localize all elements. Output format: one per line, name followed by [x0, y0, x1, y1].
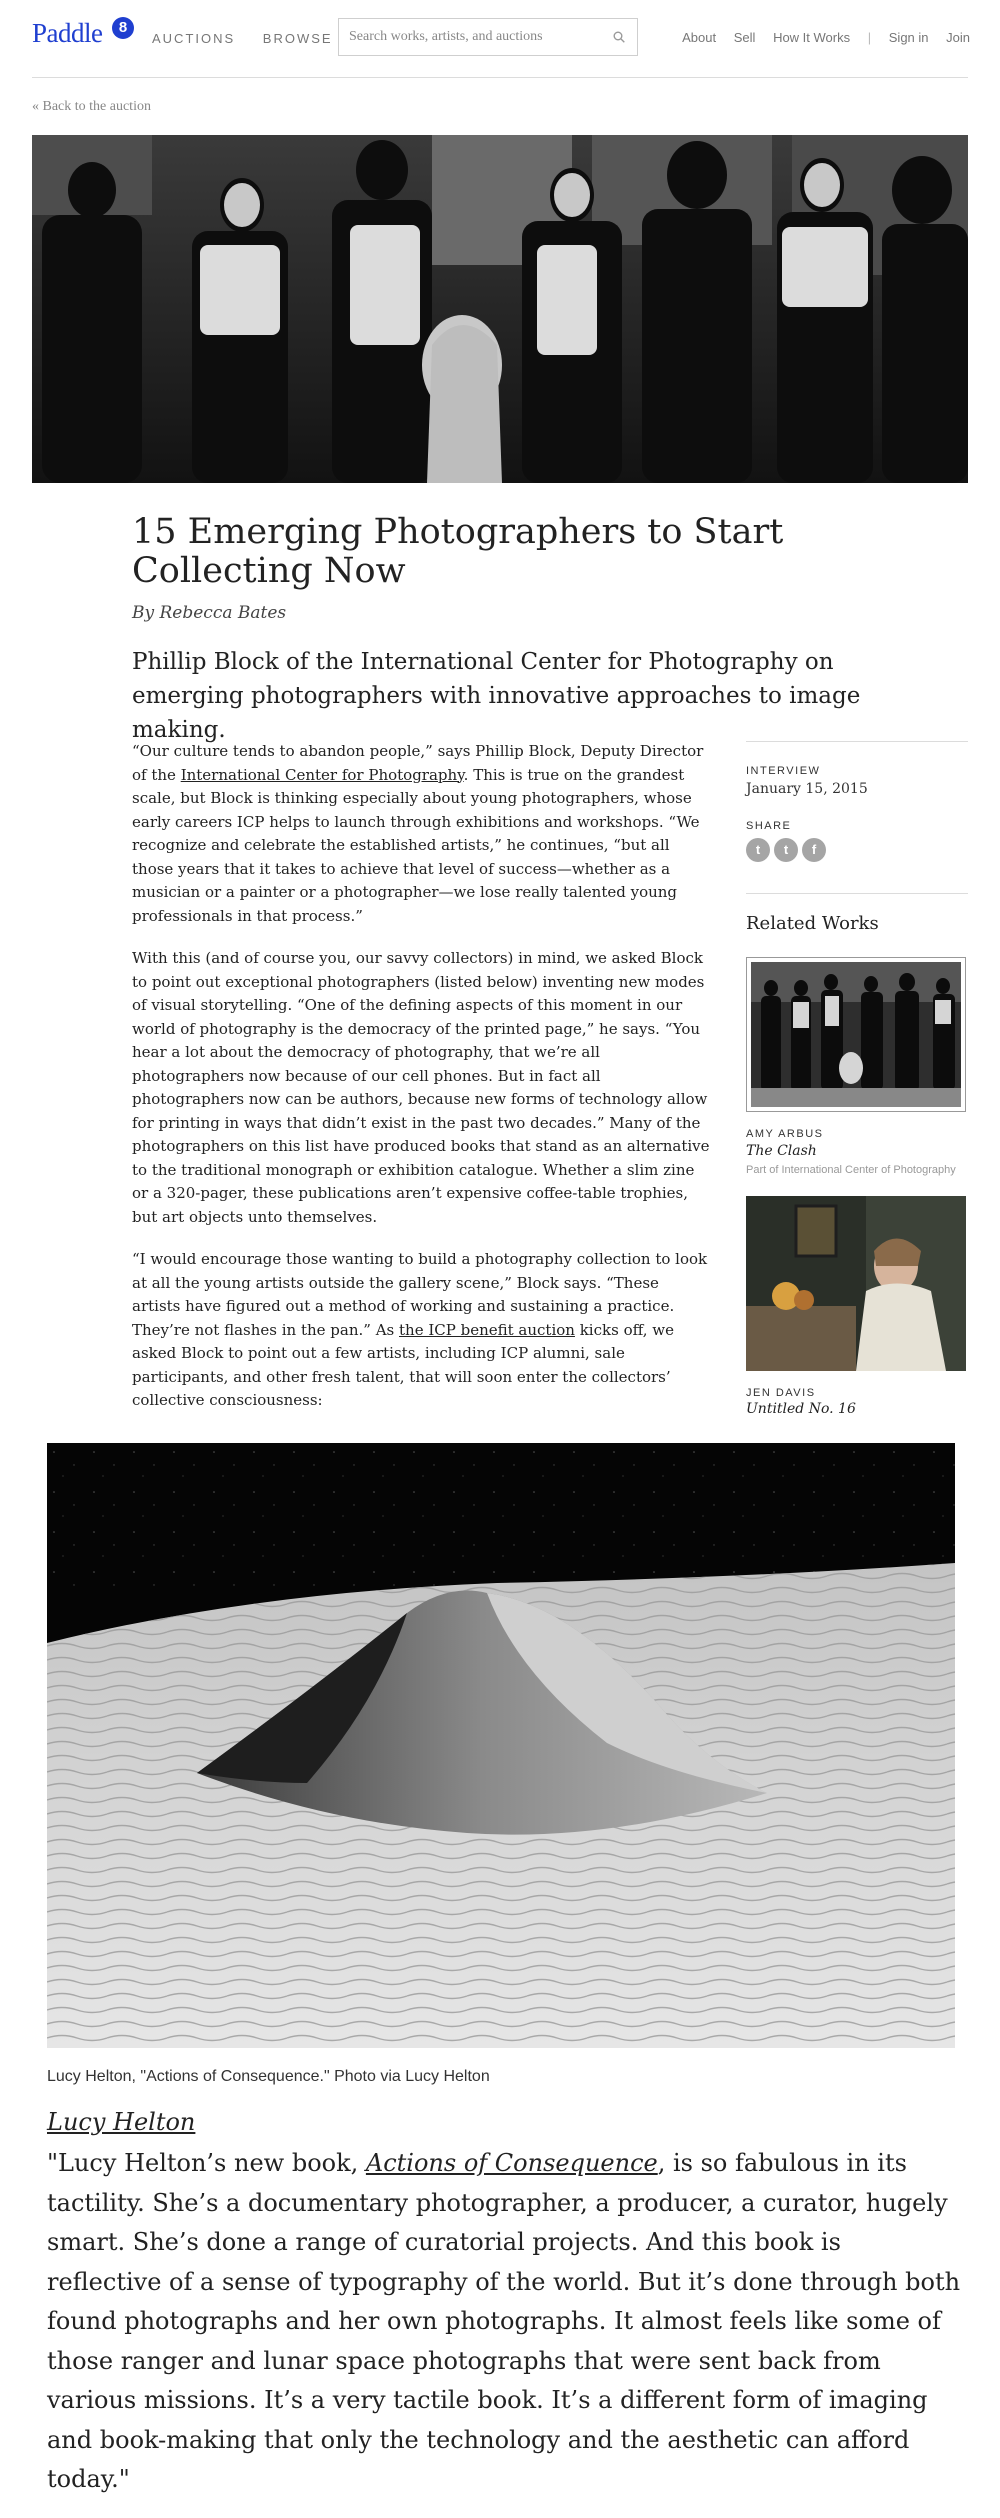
related-work-image[interactable] — [746, 1196, 966, 1371]
hero-image — [32, 135, 968, 483]
sidebar-divider — [746, 893, 968, 894]
article-type-label: INTERVIEW — [746, 765, 821, 777]
nav-how-it-works[interactable]: How It Works — [773, 30, 851, 45]
facebook-icon[interactable]: f — [802, 838, 826, 862]
nav-join[interactable]: Join — [946, 30, 970, 45]
search-icon[interactable] — [613, 31, 625, 43]
nav-auctions[interactable]: AUCTIONS — [152, 31, 236, 46]
share-label: SHARE — [746, 820, 792, 832]
body-paragraph — [132, 740, 712, 928]
paragraph-text: “I would encourage those wanting to build a photography collection to look at all the young artists outside the gallery scene,” Block says. “These artists have figured out a method of working and sustaining a practice. They’re not flashes in the pan.” As — [132, 1250, 708, 1339]
related-work-title[interactable]: Untitled No. 16 — [746, 1401, 856, 1417]
nav-sell[interactable]: Sell — [733, 30, 756, 45]
back-to-auction-link[interactable]: « Back to the auction — [32, 99, 151, 114]
nav-sign-in[interactable]: Sign in — [888, 30, 929, 45]
quote-text: "Lucy Helton’s new book, — [47, 2149, 366, 2177]
article-title: 15 Emerging Photographers to Start Collecting Now — [132, 512, 784, 591]
related-work-artist[interactable]: AMY ARBUS — [746, 1128, 824, 1140]
article-dek: Phillip Block of the International Center for Photography on emerging photographers with innovative approaches to image making. — [132, 649, 861, 743]
artist-quote — [47, 2144, 962, 2500]
site-header — [0, 0, 1000, 78]
related-work-image[interactable] — [746, 957, 966, 1112]
body-paragraph: With this (and of course you, our savvy collectors) in mind, we asked Block to point out exceptional photographers (listed below) inventing new modes of visual storytelling. “One of the defining aspects of this moment in our world of photography is the democracy of the printed page,” he says. “You hear a lot about the democracy of photography, that we’re all photographers now because of our cell phones. But in fact all photographers now can be authors, because new forms of technology allow for printing in ways that didn’t exist in the past two decades.” Many of the photographers on this list have produced books that stand as an alternative to the traditional monograph or exhibition catalogue. Whether a slim zine or a 320-pager, these publications aren’t expensive coffee-table trophies, but art objects unto themselves. — [132, 949, 710, 1226]
header-divider — [32, 77, 968, 78]
body-paragraph — [132, 1248, 712, 1413]
logo[interactable]: Paddle — [32, 18, 103, 48]
photo-caption: Lucy Helton, "Actions of Consequence." Photo via Lucy Helton — [47, 2068, 490, 2085]
feature-photo — [47, 1443, 955, 2048]
icp-link[interactable]: International Center for Photography — [180, 765, 464, 784]
related-work-note: Part of International Center of Photography — [746, 1164, 956, 1176]
main-nav — [152, 31, 355, 46]
nav-browse[interactable]: BROWSE — [262, 31, 333, 46]
search-input[interactable] — [349, 27, 599, 47]
paragraph-text: “Our culture tends to abandon people,” says Phillip Block, Deputy Director of the — [132, 742, 704, 784]
tumblr-icon[interactable]: t — [774, 838, 798, 862]
related-work-title[interactable]: The Clash — [746, 1143, 817, 1159]
logo-badge[interactable]: 8 — [112, 17, 134, 39]
book-title-link[interactable]: Actions of Consequence — [365, 2149, 658, 2177]
nav-about[interactable]: About — [682, 30, 717, 45]
article-byline: By Rebecca Bates — [132, 603, 287, 623]
related-works-title: Related Works — [746, 913, 879, 934]
search-box — [338, 18, 638, 56]
sidebar-divider — [746, 741, 968, 742]
artist-name-link[interactable]: Lucy Helton — [47, 2108, 196, 2136]
article-date: January 15, 2015 — [746, 781, 868, 797]
article-body — [132, 740, 712, 1432]
related-work-artist[interactable]: JEN DAVIS — [746, 1387, 816, 1399]
twitter-icon[interactable]: t — [746, 838, 770, 862]
quote-text: , is so fabulous in its tactility. She’s a documentary photographer, a producer, a curator, hugely smart. She’s done a range of curatorial projects. And this book is reflective of a sense of typography of the world. But it’s done through both found photographs and her own photographs. It almost feels like some of those ranger and lunar space photographs that were sent back from various missions. It’s a very tactile book. It’s a different form of imaging and book-making that only the technology and the aesthetic can afford today." — [47, 2149, 961, 2493]
paragraph-text: kicks off, we asked Block to point out a few artists, including ICP alumni, sale participants, and other fresh talent, that will soon enter the collectors’ collective consciousness: — [132, 1320, 674, 1409]
nav-divider: | — [867, 30, 872, 45]
icp-benefit-auction-link[interactable]: the ICP benefit auction — [399, 1320, 575, 1339]
paragraph-text: . This is true on the grandest scale, but Block is thinking especially about young photographers, whose early careers ICP helps to launch through exhibitions and workshops. “We recognize and celebrate the established artists,” he continues, “but all those years that it takes to achieve that level of success—whether as a musician or a painter or a photographer—we lose really talented young professionals in that process.” — [132, 765, 700, 925]
top-nav — [668, 30, 970, 45]
